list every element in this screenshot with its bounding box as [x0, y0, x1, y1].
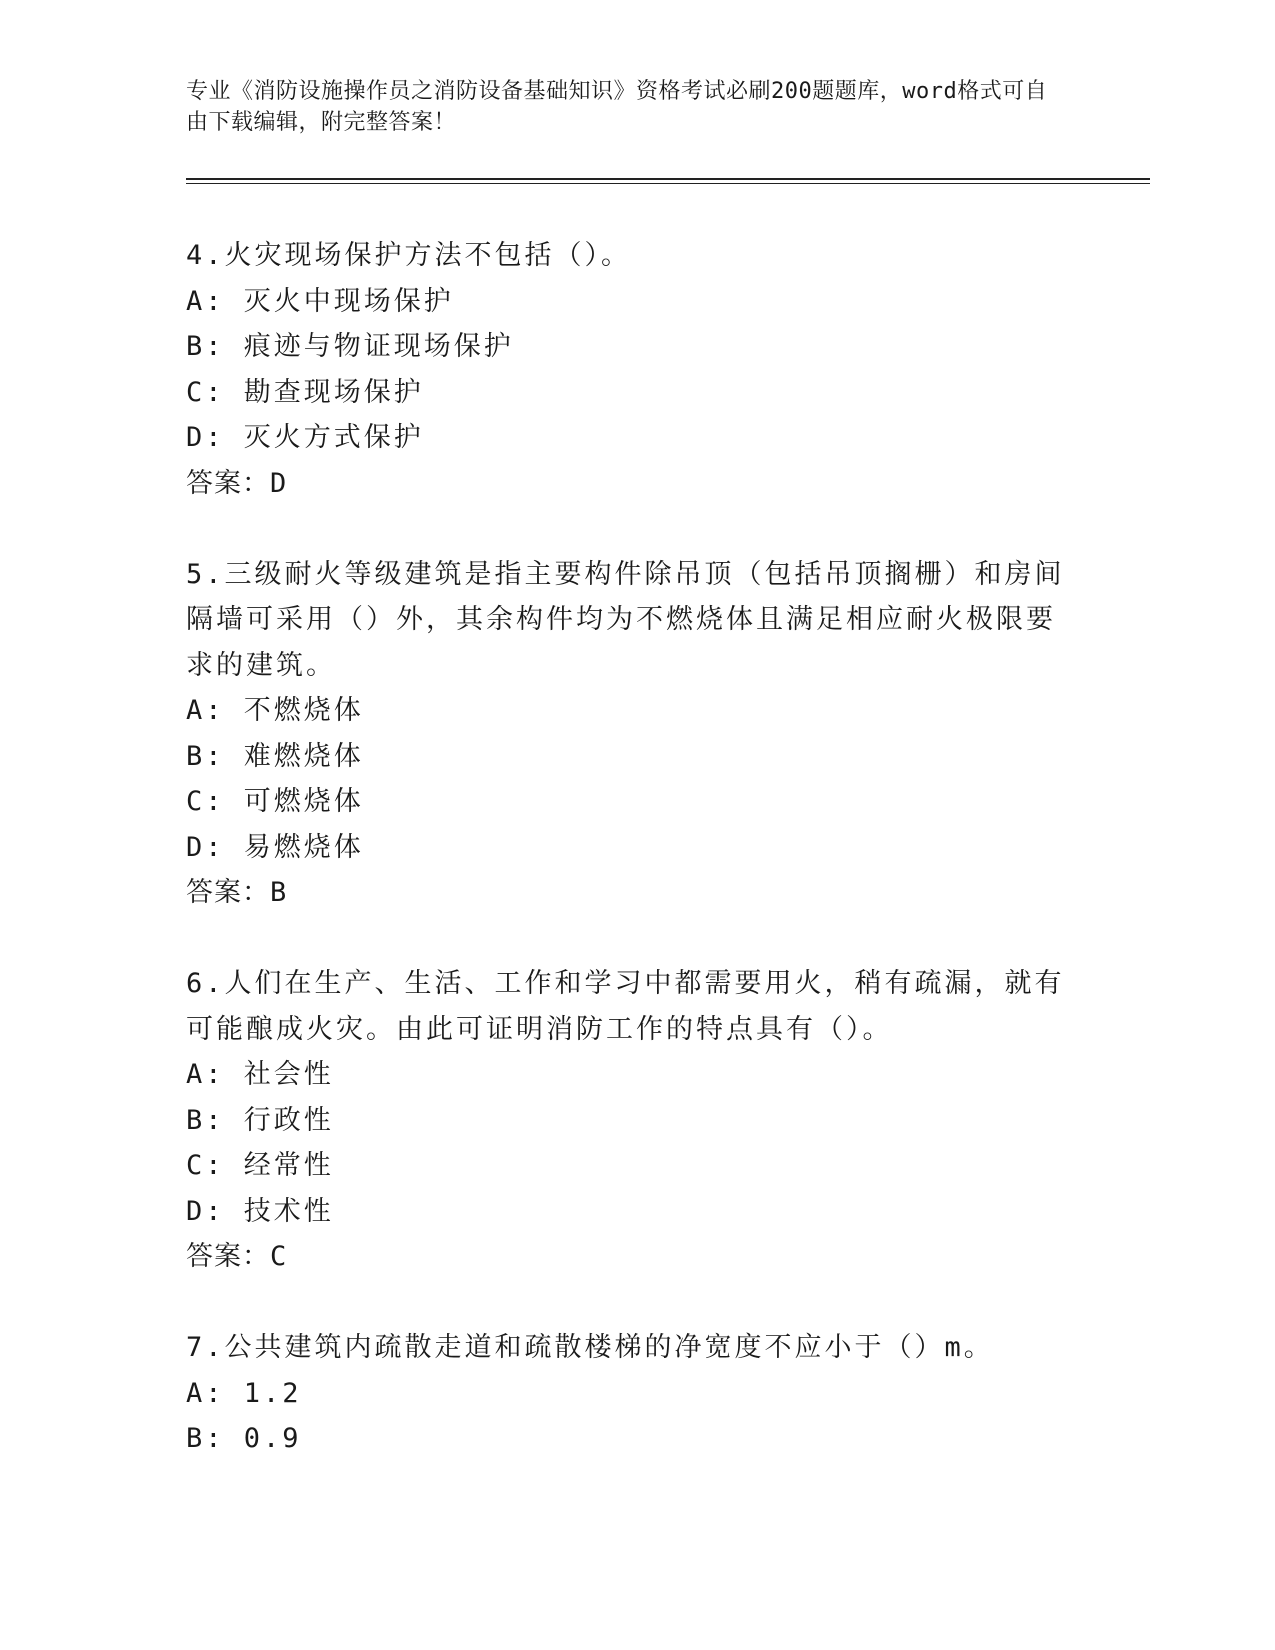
answer: 答案：C — [186, 1241, 288, 1272]
option-a: A: 社会性 — [186, 1059, 334, 1090]
question-4 — [186, 233, 1066, 506]
option-b: B: 难燃烧体 — [186, 740, 364, 772]
question-stem: 6.人们在生产、生活、工作和学习中都需要用火，稍有疏漏，就有可能酿成火灾。由此可证明消防工作的特点具有（）。 — [186, 968, 1065, 1045]
option-d: D: 技术性 — [186, 1195, 334, 1227]
question-stem: 5.三级耐火等级建筑是指主要构件除吊顶（包括吊顶搁栅）和房间隔墙可采用（）外，其余构件均为不燃烧体且满足相应耐火极限要求的建筑。 — [186, 558, 1065, 681]
question-6 — [186, 961, 1066, 1280]
option-b: B: 行政性 — [186, 1104, 334, 1136]
option-c: C: 可燃烧体 — [186, 786, 364, 817]
option-a: A: 1.2 — [186, 1377, 302, 1409]
question-stem: 7.公共建筑内疏散走道和疏散楼梯的净宽度不应小于（）m。 — [186, 1332, 994, 1363]
option-a: A: 灭火中现场保护 — [186, 285, 454, 317]
header-rule-thin — [186, 183, 1150, 184]
answer: 答案：D — [186, 467, 288, 499]
answer: 答案：B — [186, 877, 288, 908]
question-list — [186, 233, 1066, 1462]
header-rule-thick — [186, 178, 1150, 180]
option-d: D: 灭火方式保护 — [186, 422, 424, 453]
option-b: B: 0.9 — [186, 1423, 302, 1454]
option-d: D: 易燃烧体 — [186, 831, 364, 863]
question-stem: 4.火灾现场保护方法不包括（）。 — [186, 240, 632, 271]
option-c: C: 勘查现场保护 — [186, 376, 424, 408]
document-header: 专业《消防设施操作员之消防设备基础知识》资格考试必刷200题题库，word格式可自由下载编辑，附完整答案！ — [186, 79, 1048, 135]
option-c: C: 经常性 — [186, 1150, 334, 1181]
option-b: B: 痕迹与物证现场保护 — [186, 331, 514, 362]
option-a: A: 不燃烧体 — [186, 695, 364, 726]
question-7 — [186, 1325, 1066, 1462]
question-5 — [186, 552, 1066, 916]
